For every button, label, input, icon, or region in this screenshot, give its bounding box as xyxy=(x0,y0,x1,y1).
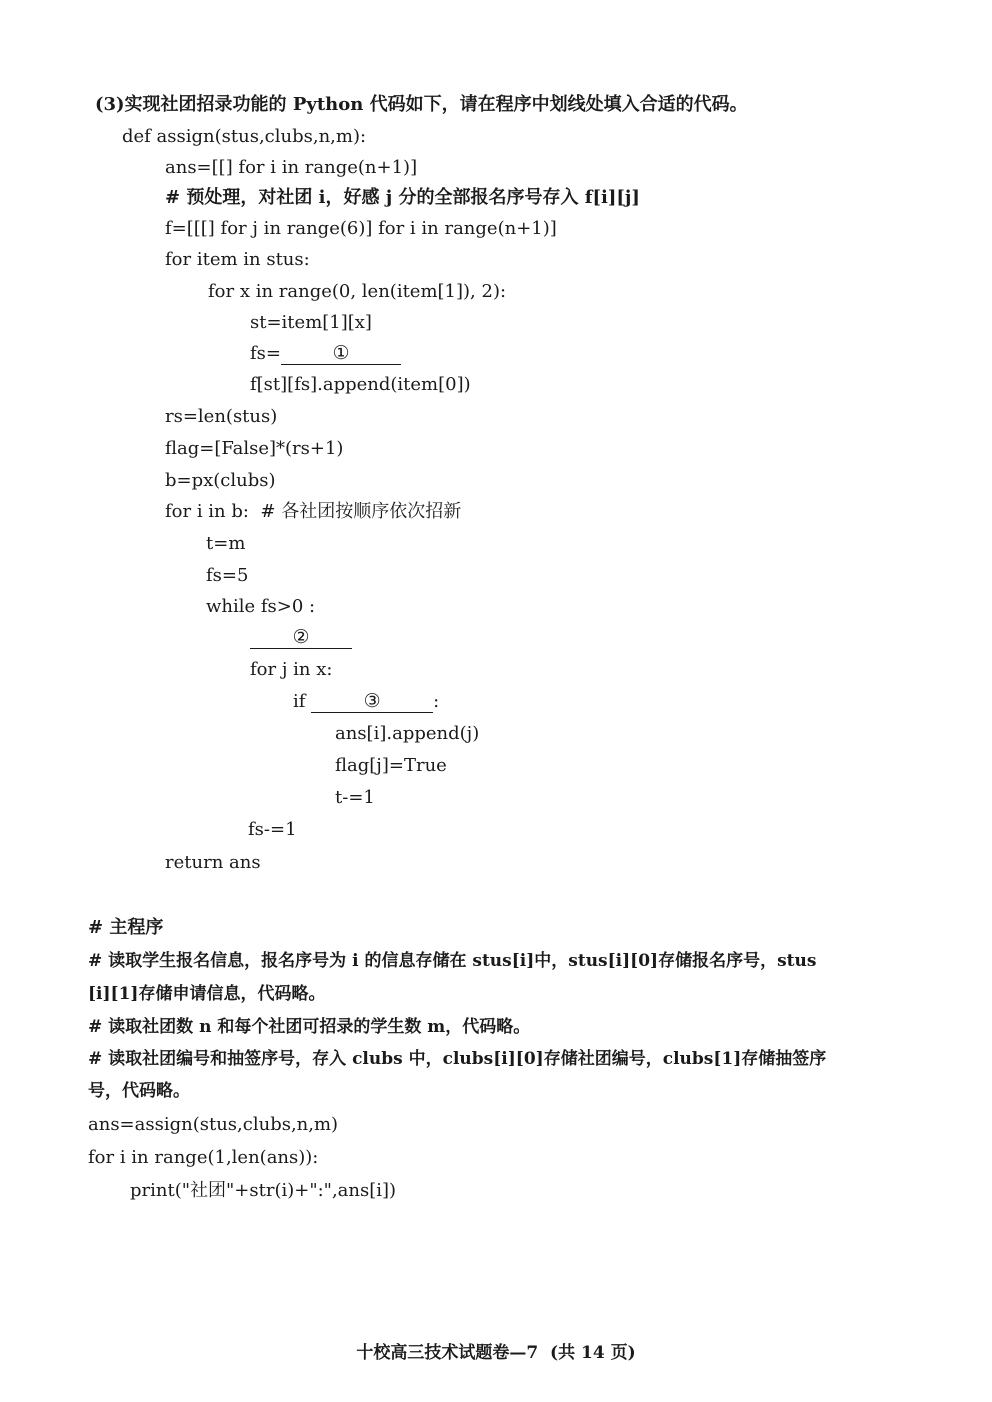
code-line-fs-blank xyxy=(250,343,401,365)
code-line-while: while fs>0 : xyxy=(206,596,316,617)
question-intro: (3)实现社团招录功能的 Python 代码如下，请在程序中划线处填入合适的代码。 xyxy=(95,94,748,115)
main-line-assign: ans=assign(stus,clubs,n,m) xyxy=(88,1114,339,1135)
code-line-for-j: for j in x: xyxy=(250,659,333,680)
answer-blank-2[interactable] xyxy=(250,627,352,649)
code-line-for-x: for x in range(0, len(item[1]), 2): xyxy=(208,281,507,302)
code-comment-preprocess: # 预处理，对社团 i，好感 j 分的全部报名序号存入 f[i][j] xyxy=(165,187,640,208)
blank-3-marker: ③ xyxy=(363,690,381,712)
main-line-print: print("社团"+str(i)+":",ans[i]) xyxy=(130,1180,397,1201)
main-comment-read-draw-a: # 读取社团编号和抽签序号，存入 clubs 中，clubs[i][0]存储社团编号，clubs[1]存储抽签序 xyxy=(88,1049,827,1069)
code-line-flag-true: flag[j]=True xyxy=(335,755,447,776)
code-line-flag: flag=[False]*(rs+1) xyxy=(165,438,344,459)
code-fs-prefix: fs= xyxy=(250,343,281,364)
code-line-return: return ans xyxy=(165,852,261,873)
main-line-for: for i in range(1,len(ans)): xyxy=(88,1147,319,1168)
code-if-keyword: if xyxy=(293,691,306,712)
code-line-t: t=m xyxy=(206,533,246,554)
code-line-blank-2 xyxy=(250,627,352,649)
main-comment-read-draw-b: 号，代码略。 xyxy=(88,1081,190,1101)
main-comment-read-students-b: [i][1]存储申请信息，代码略。 xyxy=(88,984,326,1004)
code-line-def: def assign(stus,clubs,n,m): xyxy=(122,126,367,147)
code-line-fs-dec: fs-=1 xyxy=(248,819,297,840)
code-line-for-i: for i in b: # 各社团按顺序依次招新 xyxy=(165,501,462,522)
code-line-st: st=item[1][x] xyxy=(250,312,372,333)
blank-1-marker: ① xyxy=(332,342,350,364)
page-footer: 十校高三技术试题卷—7 (共 14 页) xyxy=(356,1343,636,1363)
code-line-b: b=px(clubs) xyxy=(165,470,276,491)
code-line-ans-append: ans[i].append(j) xyxy=(335,723,480,744)
code-line-for-item: for item in stus: xyxy=(165,249,310,270)
code-if-colon: : xyxy=(433,691,440,712)
code-line-fs5: fs=5 xyxy=(206,565,249,586)
answer-blank-1[interactable] xyxy=(281,343,401,365)
main-comment-read-students-a: # 读取学生报名信息，报名序号为 i 的信息存储在 stus[i]中，stus[i][0]存储报名序号，stus xyxy=(88,951,817,971)
answer-blank-3[interactable] xyxy=(311,691,433,713)
code-line-if xyxy=(293,691,439,713)
main-comment-title: # 主程序 xyxy=(88,917,164,938)
code-line-append-f: f[st][fs].append(item[0]) xyxy=(250,374,471,395)
code-line-ans-init: ans=[[] for i in range(n+1)] xyxy=(165,157,418,178)
main-comment-read-clubs: # 读取社团数 n 和每个社团可招录的学生数 m，代码略。 xyxy=(88,1017,531,1037)
code-line-rs: rs=len(stus) xyxy=(165,406,278,427)
blank-2-marker: ② xyxy=(292,626,310,648)
code-line-f-init: f=[[[] for j in range(6)] for i in range(n+1)] xyxy=(165,218,557,239)
code-line-t-dec: t-=1 xyxy=(335,787,375,808)
